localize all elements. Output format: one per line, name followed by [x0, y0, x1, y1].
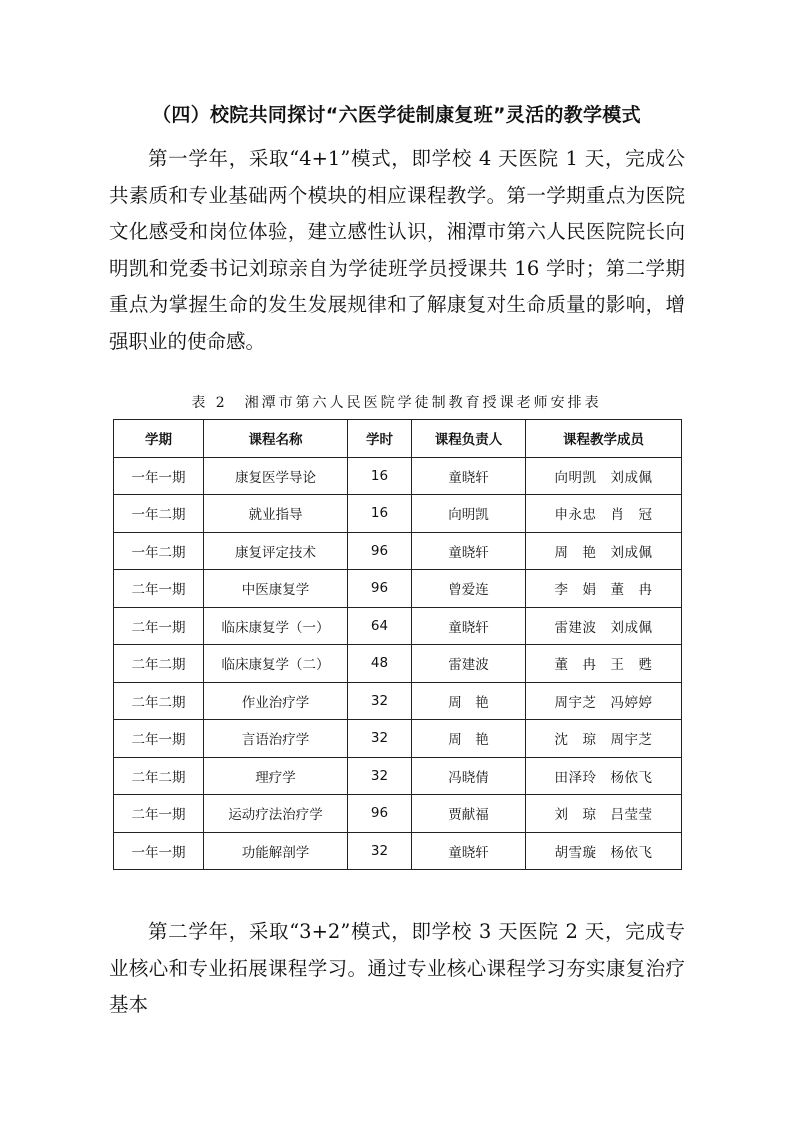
cell-term: 二年二期: [114, 757, 204, 795]
cell-course-name: 作业治疗学: [204, 682, 348, 720]
cell-course-lead: 童晓轩: [412, 457, 526, 495]
cell-teaching-members: 田泽玲 杨依飞: [526, 757, 682, 795]
cell-course-name: 中医康复学: [204, 570, 348, 608]
cell-term: 一年一期: [114, 457, 204, 495]
cell-teaching-members: 雷建波 刘成佩: [526, 607, 682, 645]
cell-hours: 64: [348, 607, 412, 645]
cell-course-lead: 周 艳: [412, 682, 526, 720]
header-course-lead: 课程负责人: [412, 420, 526, 458]
table-row: [114, 457, 682, 495]
cell-course-name: 临床康复学（二）: [204, 645, 348, 683]
header-hours: 学时: [348, 420, 412, 458]
cell-term: 一年二期: [114, 532, 204, 570]
cell-term: 二年一期: [114, 795, 204, 833]
cell-teaching-members: 董 冉 王 甦: [526, 645, 682, 683]
cell-course-name: 康复医学导论: [204, 457, 348, 495]
cell-course-name: 理疗学: [204, 757, 348, 795]
cell-course-lead: 童晓轩: [412, 607, 526, 645]
header-term: 学期: [114, 420, 204, 458]
table-row: [114, 495, 682, 533]
cell-hours: 96: [348, 795, 412, 833]
cell-hours: 96: [348, 570, 412, 608]
table-row: [114, 795, 682, 833]
cell-teaching-members: 周 艳 刘成佩: [526, 532, 682, 570]
cell-teaching-members: 李 娟 董 冉: [526, 570, 682, 608]
teacher-schedule-table: [113, 419, 682, 870]
cell-course-lead: 冯晓倩: [412, 757, 526, 795]
header-teaching-members: 课程教学成员: [526, 420, 682, 458]
paragraph-first-year: 第一学年，采取“4+1”模式，即学校 4 天医院 1 天，完成公共素质和专业基础两个模块的相应课程教学。第一学期重点为医院文化感受和岗位体验，建立感性认识，湘潭市第六人民医院院长向明凯和党委书记刘琼亲自为学徒班学员授课共 16 学时；第二学期重点为掌握生命的发生发展规律和了解康复对生命质量的影响，增强职业的使命感。: [109, 147, 685, 353]
cell-hours: 16: [348, 495, 412, 533]
cell-hours: 96: [348, 532, 412, 570]
cell-teaching-members: 申永忠 肖 冠: [526, 495, 682, 533]
cell-course-name: 运动疗法治疗学: [204, 795, 348, 833]
cell-term: 二年一期: [114, 570, 204, 608]
table-row: [114, 682, 682, 720]
cell-term: 二年二期: [114, 645, 204, 683]
table-header-row: [114, 420, 682, 458]
cell-term: 一年二期: [114, 495, 204, 533]
cell-hours: 32: [348, 720, 412, 758]
table-row: [114, 757, 682, 795]
cell-hours: 32: [348, 832, 412, 870]
cell-hours: 32: [348, 757, 412, 795]
cell-teaching-members: 周宇芝 冯婷婷: [526, 682, 682, 720]
cell-course-lead: 曾爱连: [412, 570, 526, 608]
table-caption: 表 2 湘潭市第六人民医院学徒制教育授课老师安排表: [191, 395, 602, 411]
section-heading: （四）校院共同探讨“六医学徒制康复班”灵活的教学模式: [152, 104, 641, 126]
cell-course-name: 言语治疗学: [204, 720, 348, 758]
cell-course-lead: 童晓轩: [412, 532, 526, 570]
cell-course-lead: 向明凯: [412, 495, 526, 533]
cell-course-name: 临床康复学（一）: [204, 607, 348, 645]
cell-course-name: 康复评定技术: [204, 532, 348, 570]
cell-hours: 32: [348, 682, 412, 720]
cell-teaching-members: 向明凯 刘成佩: [526, 457, 682, 495]
table-row: [114, 532, 682, 570]
cell-course-name: 就业指导: [204, 495, 348, 533]
table-row: [114, 720, 682, 758]
cell-teaching-members: 胡雪璇 杨依飞: [526, 832, 682, 870]
paragraph-second-year: 第二学年，采取“3+2”模式，即学校 3 天医院 2 天，完成专业核心和专业拓展课程学习。通过专业核心课程学习夯实康复治疗基本: [109, 920, 685, 1016]
cell-term: 二年一期: [114, 720, 204, 758]
cell-teaching-members: 刘 琼 吕莹莹: [526, 795, 682, 833]
table-row: [114, 570, 682, 608]
cell-course-name: 功能解剖学: [204, 832, 348, 870]
header-course-name: 课程名称: [204, 420, 348, 458]
cell-hours: 16: [348, 457, 412, 495]
cell-course-lead: 周 艳: [412, 720, 526, 758]
cell-teaching-members: 沈 琼 周宇芝: [526, 720, 682, 758]
cell-course-lead: 雷建波: [412, 645, 526, 683]
table-row: [114, 607, 682, 645]
cell-term: 二年二期: [114, 682, 204, 720]
table-row: [114, 645, 682, 683]
cell-course-lead: 童晓轩: [412, 832, 526, 870]
cell-term: 一年一期: [114, 832, 204, 870]
cell-course-lead: 贾献福: [412, 795, 526, 833]
cell-term: 二年一期: [114, 607, 204, 645]
cell-hours: 48: [348, 645, 412, 683]
table-row: [114, 832, 682, 870]
